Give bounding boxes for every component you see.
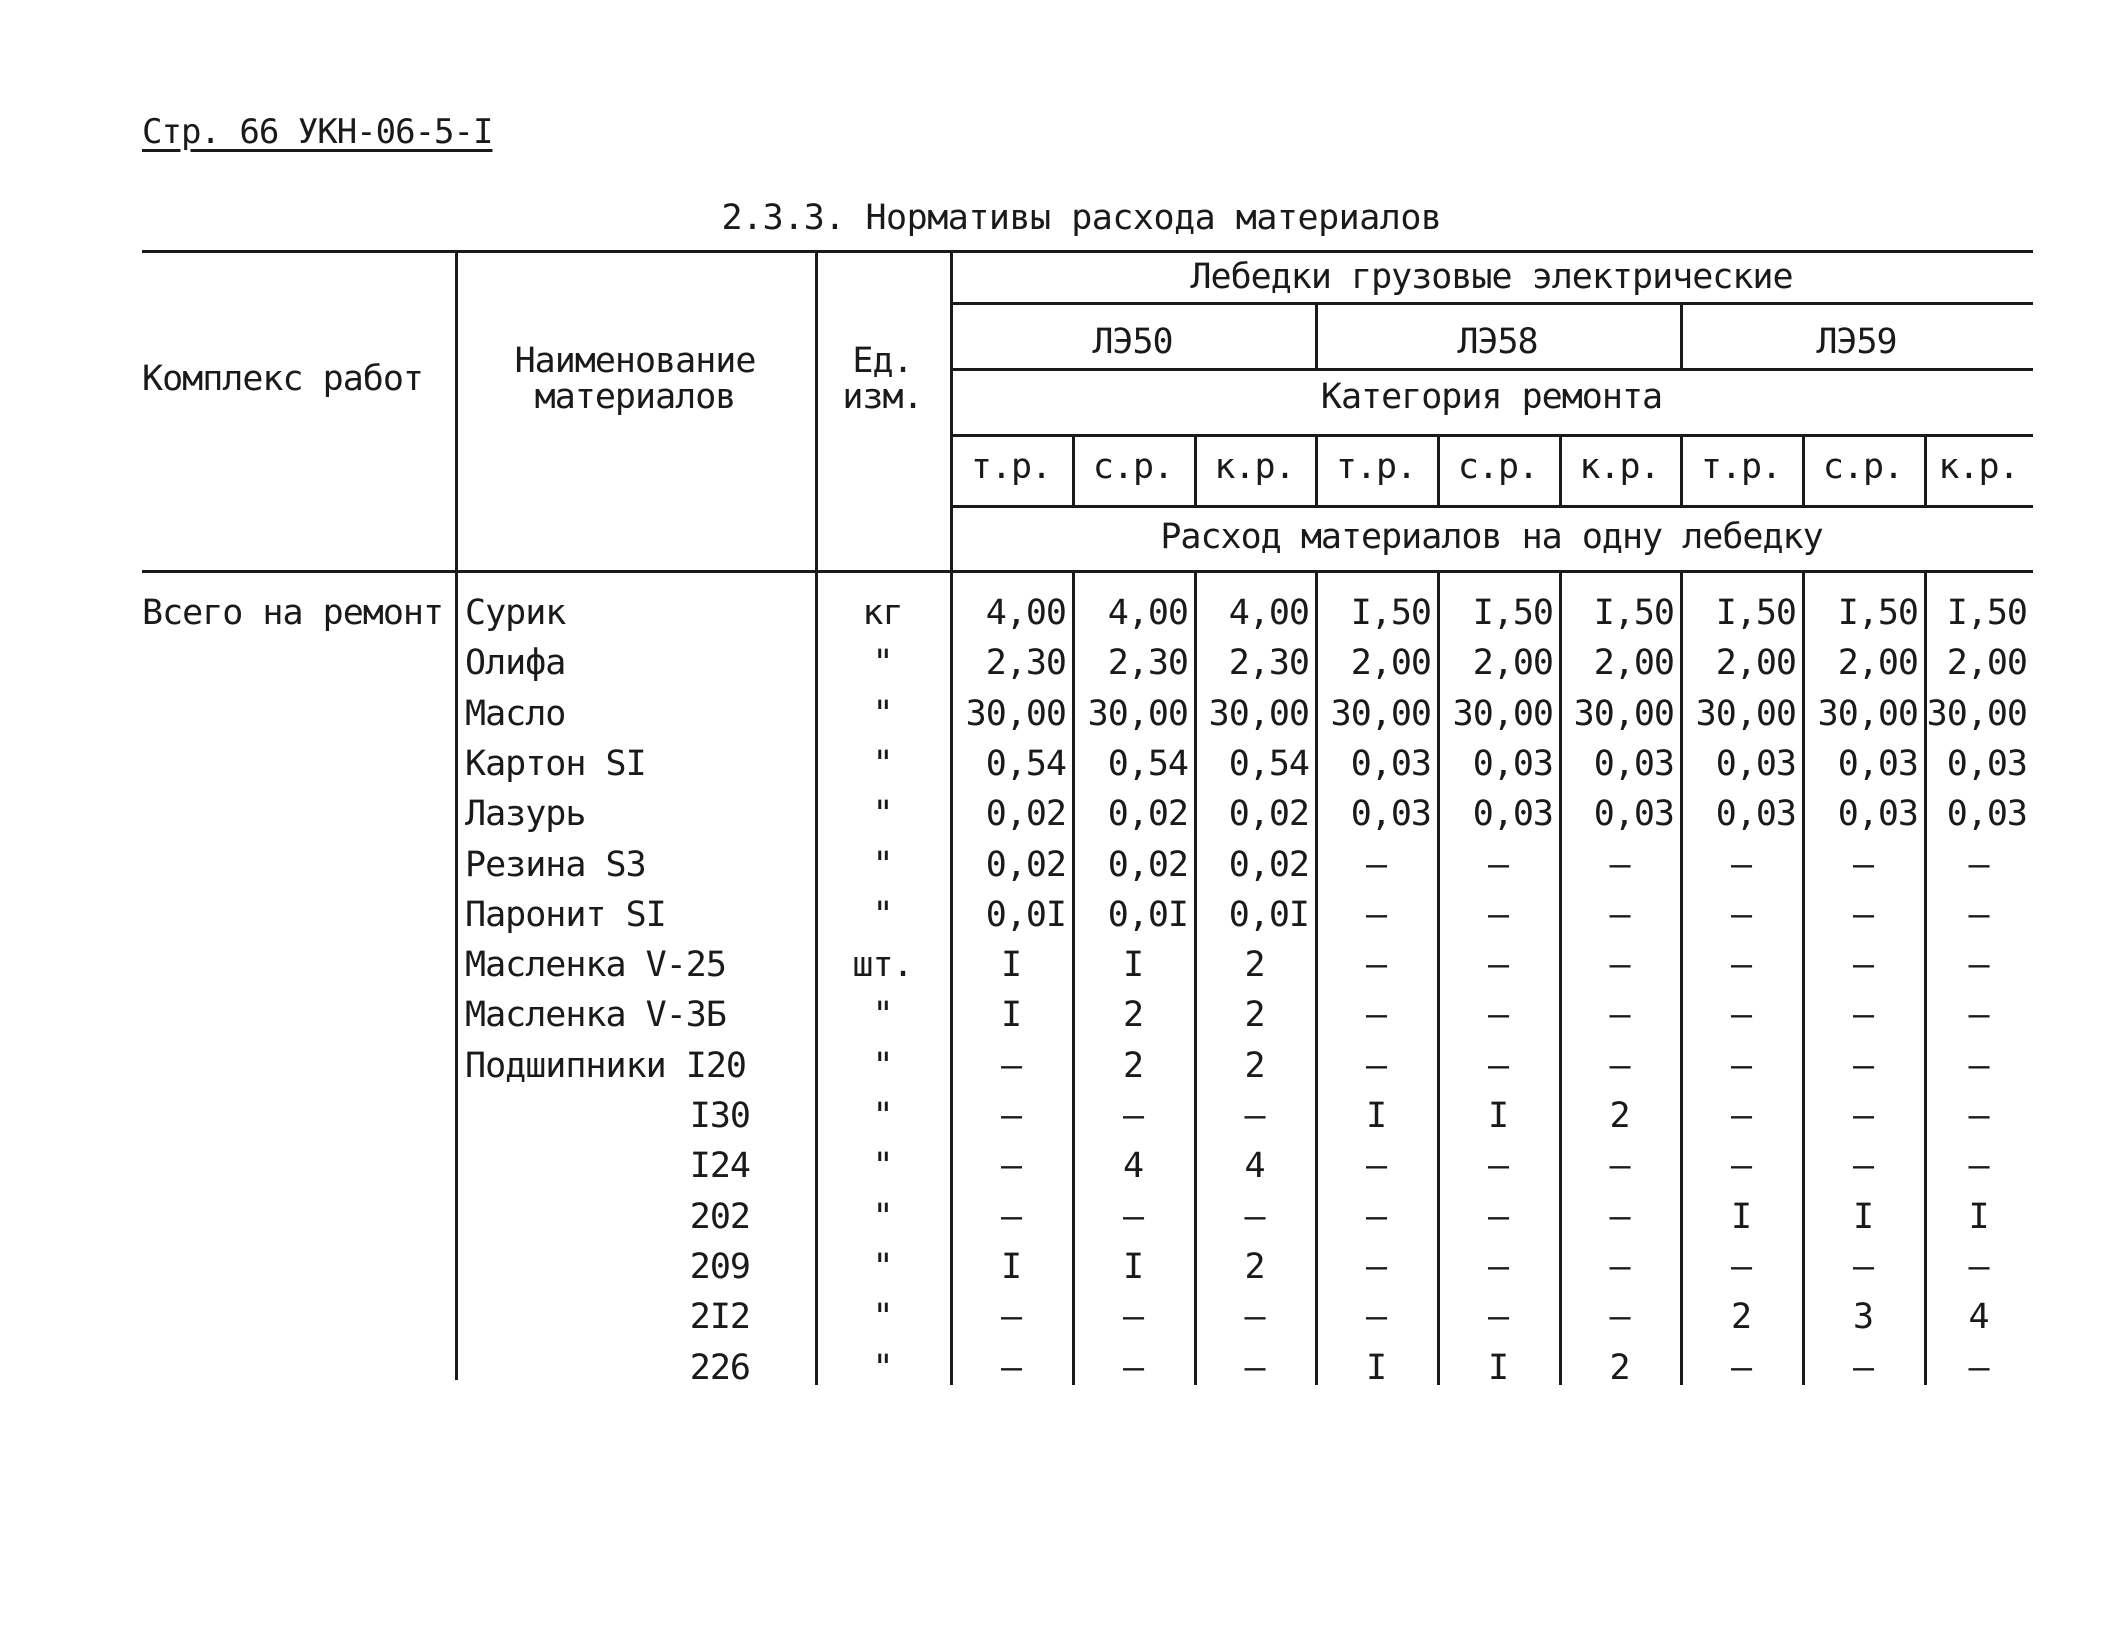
value-cell: 0,0I (1228, 895, 1309, 935)
value-cell: 0,03 (1837, 794, 1918, 834)
value-cell: I (1365, 1096, 1387, 1136)
header-material-line2: материалов (534, 377, 736, 417)
value-cell: – (1609, 995, 1630, 1035)
value-cell: – (1487, 1297, 1509, 1337)
value-cell: – (1968, 945, 1989, 985)
value-cell: – (1365, 1046, 1387, 1086)
value-cell: – (1852, 1247, 1874, 1287)
value-cell: I (1968, 1197, 1989, 1237)
value-cell: – (1730, 995, 1752, 1035)
unit-cell: " (872, 643, 893, 683)
value-cell: I (1000, 1247, 1022, 1287)
unit-cell: " (872, 1197, 893, 1237)
value-cell: 2,00 (1715, 643, 1796, 683)
column-rule (455, 252, 458, 1380)
value-cell: – (1968, 895, 1989, 935)
value-cell: – (1852, 1146, 1874, 1186)
value-cell: 0,03 (1715, 744, 1796, 784)
value-cell: – (1487, 1197, 1509, 1237)
value-cell: I,50 (1715, 593, 1796, 633)
value-cell: – (1609, 1197, 1630, 1237)
value-cell: – (1365, 1297, 1387, 1337)
value-cell: – (1852, 1046, 1874, 1086)
header-model-2: ЛЭ58 (1457, 322, 1538, 362)
unit-cell: " (872, 1247, 893, 1287)
value-cell: 30,00 (965, 694, 1066, 734)
unit-cell: " (872, 995, 893, 1035)
value-cell: 2,30 (1107, 643, 1188, 683)
header-complex: Комплекс работ (142, 359, 424, 399)
value-cell: – (1487, 1046, 1509, 1086)
repair-type-header: т.р. (1335, 447, 1417, 487)
material-name: 202 (689, 1197, 750, 1237)
value-cell: – (1968, 1046, 1989, 1086)
value-cell: I,50 (1837, 593, 1918, 633)
repair-type-header: к.р. (1579, 447, 1660, 487)
value-cell: – (1852, 995, 1874, 1035)
unit-cell: " (872, 1096, 893, 1136)
material-name: Картон SI (465, 744, 646, 784)
header-material-line1: Наименование (514, 341, 756, 381)
value-cell: I (1487, 1096, 1509, 1136)
value-cell: 0,03 (1472, 794, 1553, 834)
value-cell: 30,00 (1452, 694, 1553, 734)
value-cell: 0,02 (985, 845, 1066, 885)
header-unit-line2: изм. (842, 377, 923, 417)
material-name: 226 (689, 1348, 750, 1388)
value-cell: – (1365, 945, 1387, 985)
unit-cell: " (872, 1046, 893, 1086)
repair-type-header: с.р. (1822, 447, 1904, 487)
table-rule (950, 505, 2033, 508)
value-cell: – (1122, 1297, 1144, 1337)
material-name: Подшипники I20 (465, 1046, 747, 1086)
value-cell: – (1968, 845, 1989, 885)
value-cell: – (1609, 1046, 1630, 1086)
table-rule (142, 570, 2033, 573)
value-cell: – (1000, 1297, 1022, 1337)
material-name: Лазурь (465, 794, 586, 834)
value-cell: 0,03 (1472, 744, 1553, 784)
value-cell: – (1365, 895, 1387, 935)
repair-type-header: т.р. (970, 447, 1052, 487)
page-header: Стр. 66 УКН-06-5-I (142, 112, 493, 152)
value-cell: – (1244, 1197, 1265, 1237)
repair-type-header: к.р. (1938, 447, 2019, 487)
value-cell: – (1244, 1348, 1265, 1388)
value-cell: 2 (1244, 1046, 1265, 1086)
table-title: 2.3.3. Нормативы расхода материалов (721, 198, 1442, 238)
value-cell: 30,00 (1817, 694, 1918, 734)
value-cell: 4 (1968, 1297, 1989, 1337)
value-cell: 0,02 (1107, 794, 1188, 834)
value-cell: 2,00 (1837, 643, 1918, 683)
value-cell: – (1730, 1046, 1752, 1086)
value-cell: – (1730, 1348, 1752, 1388)
unit-cell: " (872, 794, 893, 834)
value-cell: – (1487, 995, 1509, 1035)
repair-type-header: к.р. (1214, 447, 1295, 487)
value-cell: 4,00 (1107, 593, 1188, 633)
value-cell: 0,54 (1228, 744, 1309, 784)
value-cell: 30,00 (1573, 694, 1674, 734)
material-name: Олифа (465, 643, 566, 683)
unit-cell: " (872, 845, 893, 885)
value-cell: – (1487, 845, 1509, 885)
value-cell: – (1730, 1146, 1752, 1186)
value-cell: – (1968, 1096, 1989, 1136)
value-cell: 30,00 (1695, 694, 1796, 734)
material-name: 209 (689, 1247, 750, 1287)
value-cell: – (1365, 1146, 1387, 1186)
value-cell: – (1852, 945, 1874, 985)
value-cell: – (1000, 1046, 1022, 1086)
value-cell: 0,02 (1107, 845, 1188, 885)
value-cell: – (1730, 895, 1752, 935)
value-cell: – (1122, 1197, 1144, 1237)
unit-cell: " (872, 744, 893, 784)
material-name: Масло (465, 694, 566, 734)
value-cell: 2 (1609, 1348, 1630, 1388)
value-cell: 4,00 (985, 593, 1066, 633)
value-cell: 2,30 (1228, 643, 1309, 683)
repair-type-header: т.р. (1700, 447, 1782, 487)
material-name: I24 (689, 1146, 750, 1186)
value-cell: – (1852, 895, 1874, 935)
value-cell: 0,0I (985, 895, 1066, 935)
unit-cell: шт. (852, 945, 913, 985)
value-cell: 30,00 (1087, 694, 1188, 734)
value-cell: 0,03 (1946, 794, 2027, 834)
value-cell: I,50 (1593, 593, 1674, 633)
value-cell: 2 (1609, 1096, 1630, 1136)
value-cell: – (1487, 895, 1509, 935)
value-cell: 2,00 (1350, 643, 1431, 683)
value-cell: I (1487, 1348, 1509, 1388)
material-name: Паронит SI (465, 895, 666, 935)
unit-cell: " (872, 895, 893, 935)
value-cell: – (1852, 1348, 1874, 1388)
value-cell: 0,54 (985, 744, 1066, 784)
value-cell: 2,00 (1593, 643, 1674, 683)
value-cell: 30,00 (1208, 694, 1309, 734)
value-cell: – (1122, 1348, 1144, 1388)
value-cell: – (1730, 1247, 1752, 1287)
value-cell: – (1609, 1146, 1630, 1186)
value-cell: 2 (1244, 945, 1265, 985)
complex-value: Всего на ремонт (142, 593, 444, 633)
value-cell: I (1000, 945, 1022, 985)
value-cell: – (1730, 945, 1752, 985)
value-cell: – (1000, 1348, 1022, 1388)
value-cell: – (1244, 1096, 1265, 1136)
value-cell: – (1487, 945, 1509, 985)
value-cell: – (1968, 1348, 1989, 1388)
value-cell: – (1852, 1096, 1874, 1136)
value-cell: 0,0I (1107, 895, 1188, 935)
value-cell: 2,30 (985, 643, 1066, 683)
value-cell: 0,02 (985, 794, 1066, 834)
header-consumption: Расход материалов на одну лебедку (1160, 517, 1823, 557)
value-cell: 3 (1852, 1297, 1874, 1337)
value-cell: – (1730, 845, 1752, 885)
material-name: Масленка V-25 (465, 945, 726, 985)
value-cell: 0,03 (1593, 744, 1674, 784)
value-cell: 0,03 (1593, 794, 1674, 834)
header-unit-line1: Ед. (852, 341, 913, 381)
value-cell: 2,00 (1946, 643, 2027, 683)
material-name: I30 (689, 1096, 750, 1136)
value-cell: 2 (1244, 1247, 1265, 1287)
value-cell: 4,00 (1228, 593, 1309, 633)
value-cell: 2 (1122, 1046, 1144, 1086)
unit-cell: кг (862, 593, 903, 633)
value-cell: – (1122, 1096, 1144, 1136)
value-cell: – (1487, 1247, 1509, 1287)
value-cell: – (1609, 1247, 1630, 1287)
value-cell: 2,00 (1472, 643, 1553, 683)
value-cell: I (1852, 1197, 1874, 1237)
value-cell: I (1365, 1348, 1387, 1388)
header-model-1: ЛЭ50 (1092, 322, 1173, 362)
value-cell: 0,03 (1350, 794, 1431, 834)
value-cell: I,50 (1350, 593, 1431, 633)
value-cell: 2 (1730, 1297, 1752, 1337)
value-cell: 2 (1244, 995, 1265, 1035)
unit-cell: " (872, 1348, 893, 1388)
column-rule (1315, 304, 1318, 370)
value-cell: I (1730, 1197, 1752, 1237)
value-cell: 30,00 (1330, 694, 1431, 734)
value-cell: – (1852, 845, 1874, 885)
material-name: Масленка V-3Б (465, 995, 726, 1035)
value-cell: 0,03 (1350, 744, 1431, 784)
value-cell: – (1609, 845, 1630, 885)
value-cell: 0,03 (1837, 744, 1918, 784)
value-cell: – (1365, 995, 1387, 1035)
repair-type-header: с.р. (1457, 447, 1539, 487)
table-rule (950, 368, 2033, 371)
material-name: 2I2 (689, 1297, 750, 1337)
value-cell: 0,03 (1946, 744, 2027, 784)
value-cell: – (1730, 1096, 1752, 1136)
material-name: Резина S3 (465, 845, 646, 885)
value-cell: – (1365, 1197, 1387, 1237)
header-model-3: ЛЭ59 (1816, 322, 1897, 362)
value-cell: 0,03 (1715, 794, 1796, 834)
value-cell: I (1122, 945, 1144, 985)
value-cell: – (1968, 1146, 1989, 1186)
value-cell: – (1365, 845, 1387, 885)
value-cell: – (1000, 1197, 1022, 1237)
value-cell: 4 (1122, 1146, 1144, 1186)
value-cell: 0,02 (1228, 845, 1309, 885)
value-cell: – (1609, 945, 1630, 985)
table-rule (950, 302, 2033, 305)
material-name: Сурик (465, 593, 566, 633)
value-cell: – (1968, 1247, 1989, 1287)
value-cell: – (1244, 1297, 1265, 1337)
value-cell: – (1487, 1146, 1509, 1186)
value-cell: 4 (1244, 1146, 1265, 1186)
value-cell: – (1365, 1247, 1387, 1287)
value-cell: 0,54 (1107, 744, 1188, 784)
value-cell: – (1609, 895, 1630, 935)
unit-cell: " (872, 1297, 893, 1337)
value-cell: I,50 (1946, 593, 2027, 633)
value-cell: – (1968, 995, 1989, 1035)
value-cell: I (1122, 1247, 1144, 1287)
value-cell: 2 (1122, 995, 1144, 1035)
value-cell: I,50 (1472, 593, 1553, 633)
value-cell: 30,00 (1926, 694, 2027, 734)
header-group: Лебедки грузовые электрические (1190, 257, 1793, 297)
table-rule (142, 250, 2033, 253)
header-category: Категория ремонта (1320, 377, 1663, 417)
unit-cell: " (872, 1146, 893, 1186)
value-cell: I (1000, 995, 1022, 1035)
value-cell: – (1609, 1297, 1630, 1337)
value-cell: – (1000, 1146, 1022, 1186)
table-rule (950, 434, 2033, 437)
repair-type-header: с.р. (1092, 447, 1174, 487)
column-rule (1680, 304, 1683, 370)
value-cell: – (1000, 1096, 1022, 1136)
unit-cell: " (872, 694, 893, 734)
value-cell: 0,02 (1228, 794, 1309, 834)
